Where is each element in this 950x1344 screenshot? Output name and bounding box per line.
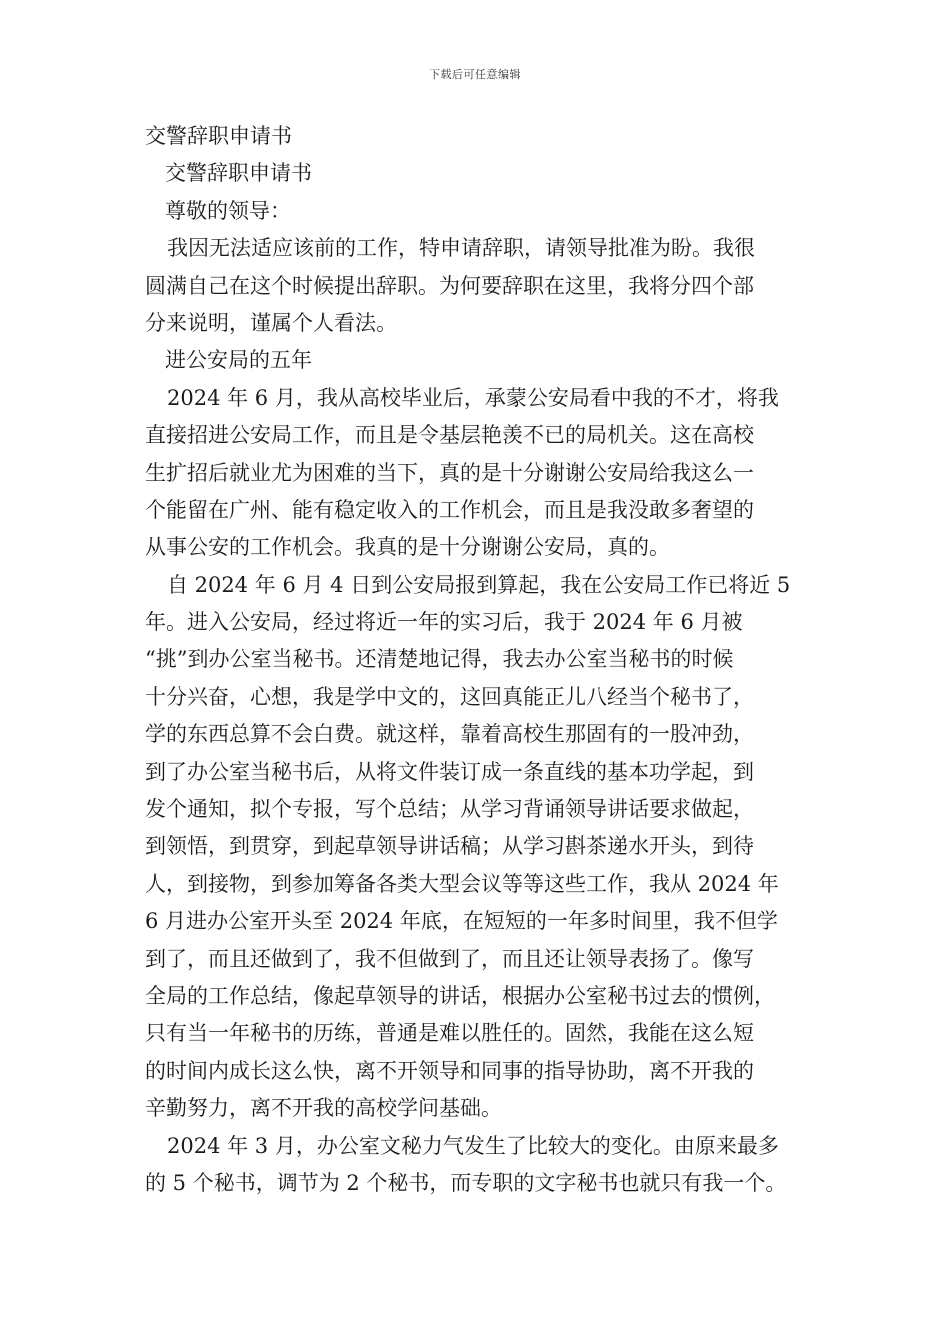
document-body [145, 118, 825, 1202]
paragraph-line: 到了，而且还做到了，我不但做到了，而且还让领导表扬了。像写 [145, 946, 754, 971]
paragraph-line: 2024 年 3 月，办公室文秘力气发生了比较大的变化。由原来最多 [167, 1133, 779, 1158]
paragraph-line: 2024 年 6 月，我从高校毕业后，承蒙公安局看中我的不才，将我 [167, 385, 779, 410]
paragraph-line: 到了办公室当秘书后，从将文件装订成一条直线的基本功学起，到 [145, 759, 754, 784]
section-heading: 进公安局的五年 [165, 348, 312, 373]
header-note: 下载后可任意编辑 [429, 68, 521, 81]
letter-title: 交警辞职申请书 [165, 161, 312, 186]
paragraph-line: 生扩招后就业尤为困难的当下，真的是十分谢谢公安局给我这么一 [145, 460, 754, 485]
paragraph-line: 发个通知，拟个专报，写个总结；从学习背诵领导讲话要求做起， [145, 797, 754, 822]
paragraph-line: 十分兴奋，心想，我是学中文的，这回真能正儿八经当个秘书了， [145, 684, 754, 709]
paragraph-line: 只有当一年秘书的历练，普通是难以胜任的。固然，我能在这么短 [145, 1021, 754, 1046]
paragraph-line: 年。进入公安局，经过将近一年的实习后，我于 2024 年 6 月被 [145, 610, 743, 635]
paragraph-line: 我因无法适应该前的工作，特申请辞职，请领导批准为盼。我很 [167, 236, 755, 261]
paragraph-line: 个能留在广州、能有稳定收入的工作机会，而且是我没敢多奢望的 [145, 497, 754, 522]
paragraph-line: 自 2024 年 6 月 4 日到公安局报到算起，我在公安局工作已将近 5 [167, 572, 791, 597]
paragraph-line: 分来说明，谨属个人看法。 [145, 310, 397, 335]
paragraph-line: 人，到接物，到参加筹备各类大型会议等等这些工作，我从 2024 年 [145, 871, 779, 896]
paragraph-line: 到领悟，到贯穿，到起草领导讲话稿；从学习斟茶递水开头，到待 [145, 834, 754, 859]
paragraph-line: 直接招进公安局工作，而且是令基层艳羡不已的局机关。这在高校 [145, 423, 754, 448]
paragraph-line: 全局的工作总结，像起草领导的讲话，根据办公室秘书过去的惯例， [145, 983, 775, 1008]
paragraph-line: 的 5 个秘书，调节为 2 个秘书，而专职的文字秘书也就只有我一个。 [145, 1170, 787, 1195]
paragraph-line: 的时间内成长这么快，离不开领导和同事的指导协助，离不开我的 [145, 1058, 754, 1083]
document-title: 交警辞职申请书 [145, 124, 292, 148]
paragraph-line: 6 月进办公室开头至 2024 年底，在短短的一年多时间里，我不但学 [145, 909, 778, 934]
paragraph-line: 学的东西总算不会白费。就这样，靠着高校生那固有的一股冲劲， [145, 722, 754, 747]
paragraph-line: 辛勤努力，离不开我的高校学问基础。 [145, 1096, 502, 1121]
paragraph-line: 圆满自己在这个时候提出辞职。为何要辞职在这里，我将分四个部 [145, 273, 754, 298]
paragraph-line: 从事公安的工作机会。我真的是十分谢谢公安局，真的。 [145, 535, 670, 560]
paragraph-line: “挑”到办公室当秘书。还清楚地记得，我去办公室当秘书的时候 [145, 647, 734, 672]
salutation: 尊敬的领导： [165, 198, 291, 223]
